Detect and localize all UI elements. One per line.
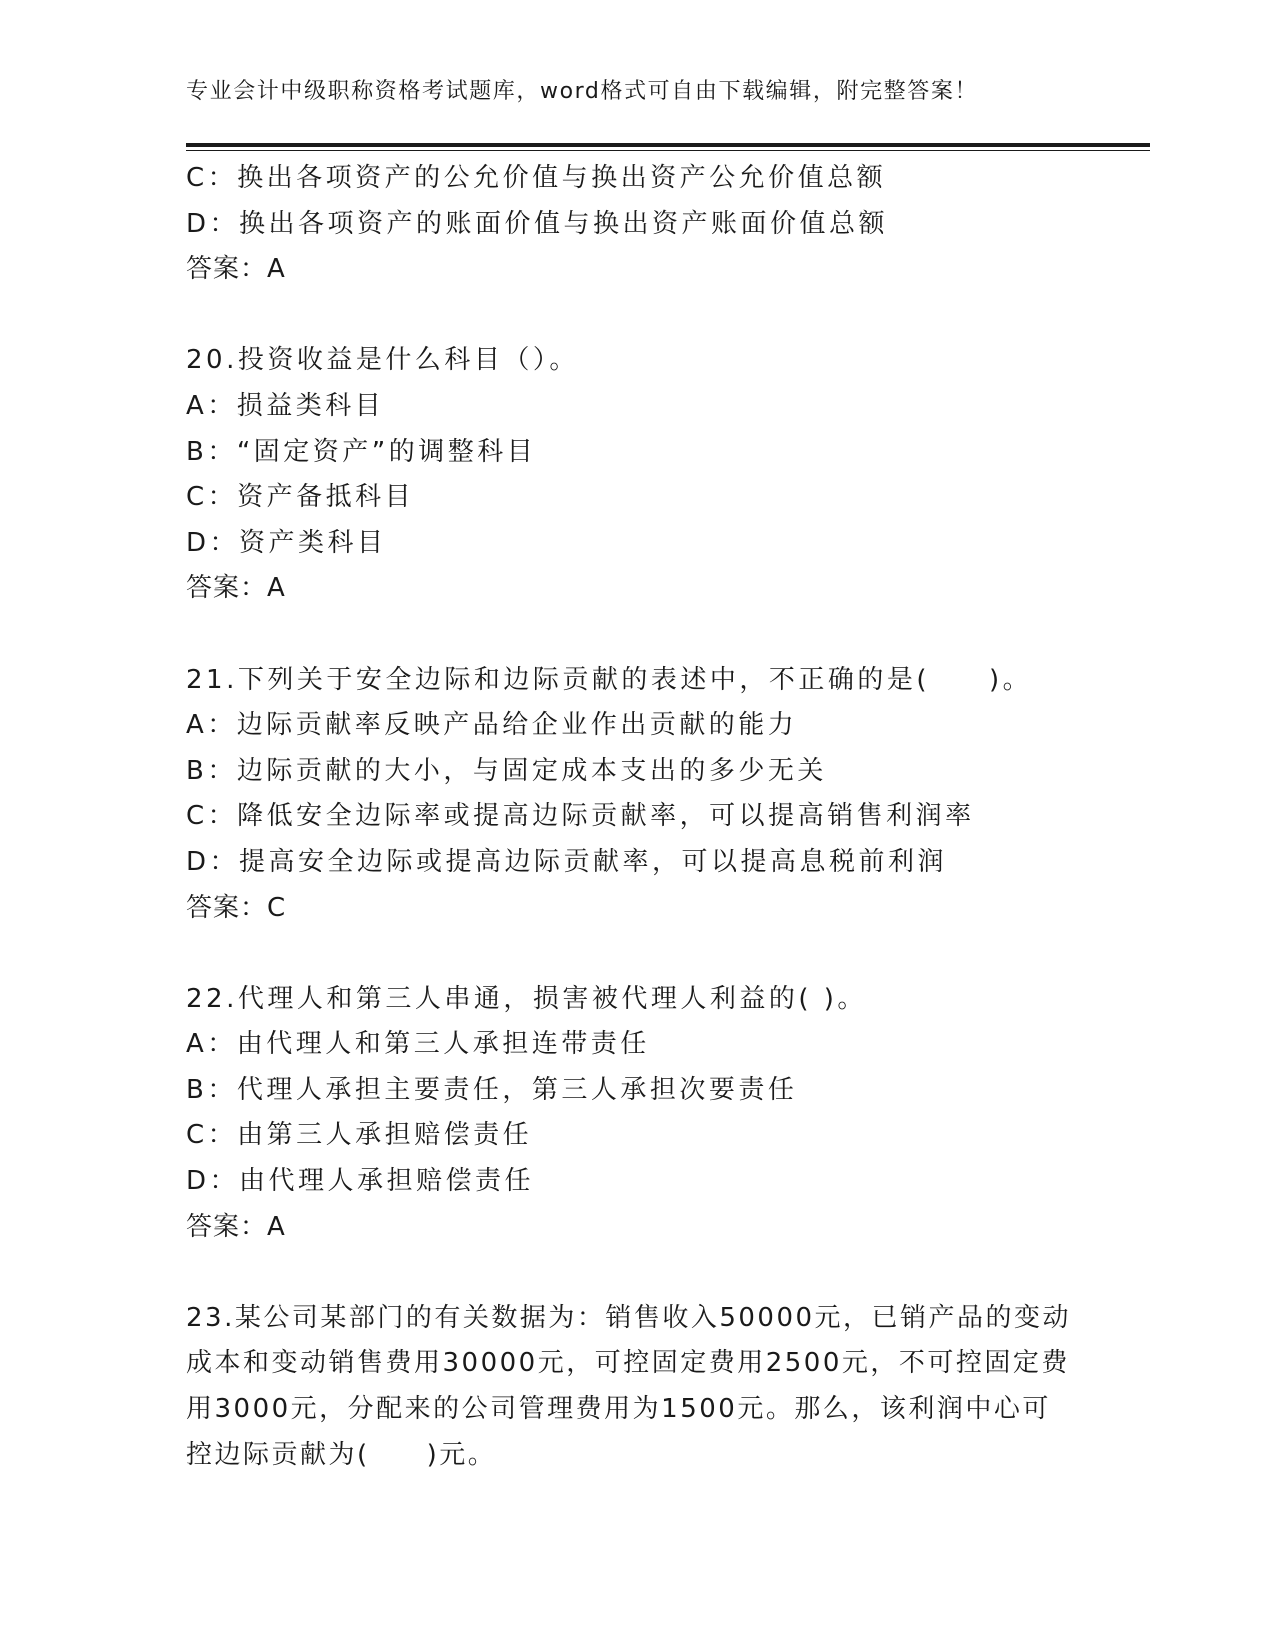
option-d: D：换出各项资产的账面价值与换出资产账面价值总额 <box>186 208 889 239</box>
question-list <box>186 156 1086 1478</box>
spacer <box>186 293 1086 339</box>
question-stem: 22.代理人和第三人串通，损害被代理人利益的( )。 <box>186 983 867 1014</box>
question-21 <box>186 658 1086 932</box>
option-c: C：降低安全边际率或提高边际贡献率，可以提高销售利润率 <box>186 801 975 832</box>
answer: 答案：C <box>186 892 287 923</box>
option-b: B：代理人承担主要责任，第三人承担次要责任 <box>186 1074 798 1105</box>
question-19-tail <box>186 156 1086 293</box>
header-rule-thin <box>186 150 1150 151</box>
option-b: B：“固定资产”的调整科目 <box>186 436 537 467</box>
option-d: D：由代理人承担赔偿责任 <box>186 1166 535 1197</box>
option-a: A：边际贡献率反映产品给企业作出贡献的能力 <box>186 710 798 741</box>
spacer <box>186 1250 1086 1296</box>
question-stem-line: 23.某公司某部门的有关数据为：销售收入50000元，已销产品的变动 <box>186 1302 1072 1333</box>
answer: 答案：A <box>186 1211 286 1242</box>
question-stem-line: 控边际贡献为( )元。 <box>186 1439 497 1470</box>
spacer <box>186 931 1086 977</box>
question-stem-line: 成本和变动销售费用30000元，可控固定费用2500元，不可控固定费 <box>186 1348 1070 1379</box>
option-c: C：资产备抵科目 <box>186 482 415 513</box>
answer: 答案：A <box>186 573 286 604</box>
option-d: D：提高安全边际或提高边际贡献率，可以提高息税前利润 <box>186 846 948 877</box>
header-rule-thick <box>186 143 1150 147</box>
question-23 <box>186 1296 1086 1478</box>
option-b: B：边际贡献的大小，与固定成本支出的多少无关 <box>186 755 827 786</box>
spacer <box>186 612 1086 658</box>
page-header: 专业会计中级职称资格考试题库，word格式可自由下载编辑，附完整答案！ <box>186 79 979 104</box>
question-22 <box>186 977 1086 1251</box>
option-c: C：由第三人承担赔偿责任 <box>186 1120 533 1151</box>
question-stem: 21.下列关于安全边际和边际贡献的表述中，不正确的是( )。 <box>186 664 1033 695</box>
option-c: C：换出各项资产的公允价值与换出资产公允价值总额 <box>186 163 887 193</box>
question-stem-line: 用3000元，分配来的公司管理费用为1500元。那么，该利润中心可 <box>186 1394 1051 1425</box>
question-20 <box>186 338 1086 612</box>
option-d: D：资产类科目 <box>186 527 387 558</box>
option-a: A：损益类科目 <box>186 390 385 421</box>
answer: 答案：A <box>186 254 286 285</box>
question-stem: 20.投资收益是什么科目（）。 <box>186 345 579 376</box>
option-a: A：由代理人和第三人承担连带责任 <box>186 1029 650 1060</box>
